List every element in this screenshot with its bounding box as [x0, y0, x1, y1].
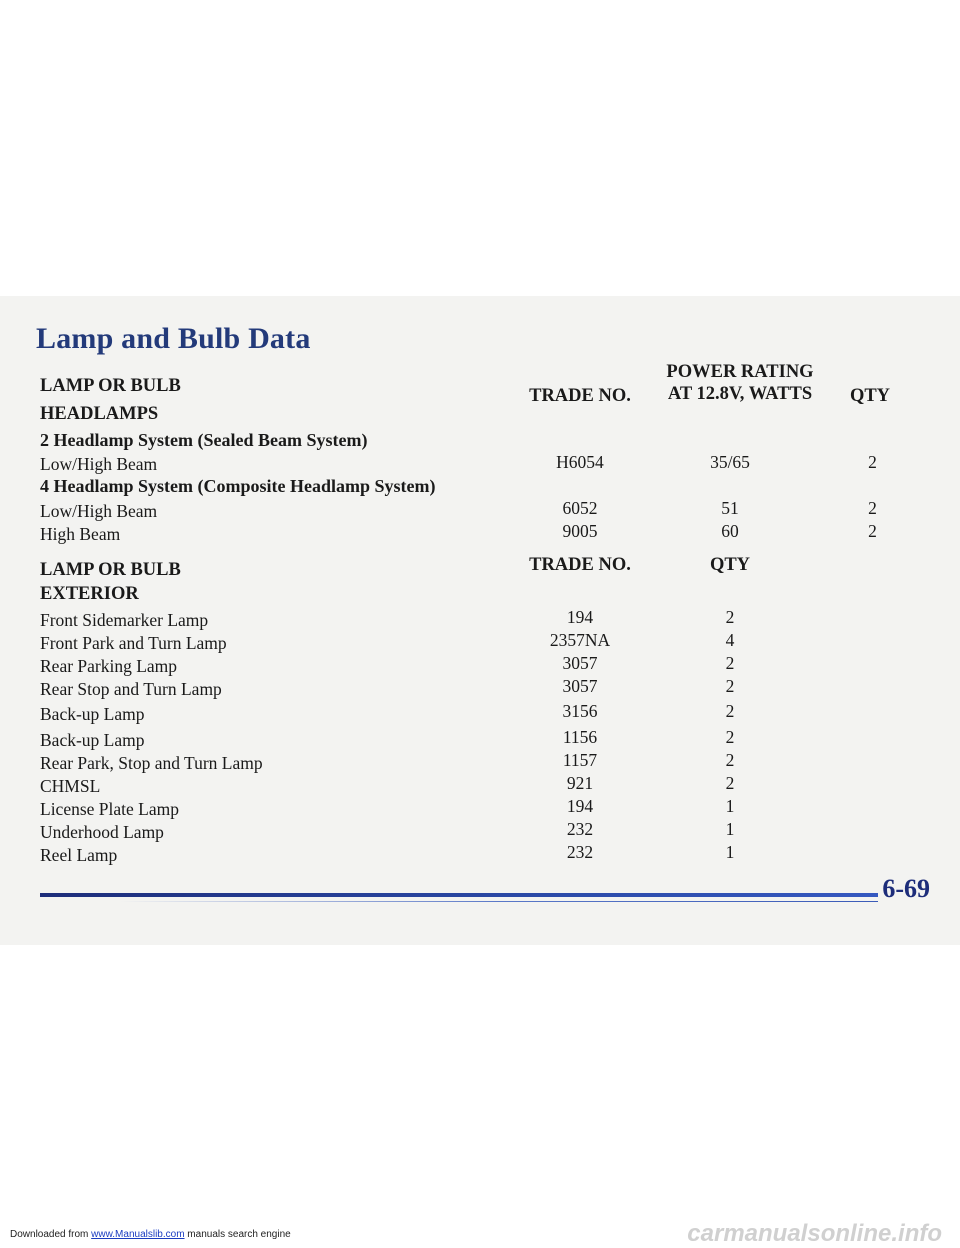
table-row-name: Front Sidemarker Lamp — [40, 610, 209, 630]
footer-rule — [40, 893, 878, 897]
table-row-qty: 2 — [868, 521, 877, 541]
table-row-power: 51 — [721, 498, 739, 518]
table-row-trade: 194 — [566, 607, 594, 627]
table-row-trade: 3057 — [562, 653, 598, 673]
table-row-trade: 2357NA — [549, 630, 611, 650]
table-row-trade: 194 — [566, 796, 594, 816]
page-number: 6-69 — [882, 874, 930, 903]
header-power-rating: POWER RATING — [666, 362, 814, 382]
header-trade-no-2: TRADE NO. — [529, 555, 631, 575]
table-row-trade: 3057 — [562, 676, 598, 696]
header-power-voltage: AT 12.8V, WATTS — [667, 384, 813, 404]
table-row-name: Rear Parking Lamp — [40, 656, 178, 676]
page-title: Lamp and Bulb Data — [36, 322, 311, 355]
table-row-name: Rear Stop and Turn Lamp — [40, 679, 222, 699]
table-row-name: Low/High Beam — [40, 501, 158, 521]
table-row-trade: 9005 — [562, 521, 598, 541]
table-row-trade: 1157 — [562, 750, 598, 770]
watermark-logo: carmanualsonline.info — [687, 1220, 942, 1247]
section-exterior: EXTERIOR — [40, 584, 139, 604]
table-row-qty: 2 — [725, 773, 735, 793]
download-footer — [10, 1229, 291, 1240]
manualslib-link[interactable]: www.Manualslib.com — [91, 1229, 185, 1240]
subheading-4-headlamp-system: 4 Headlamp System (Composite Headlamp System) — [40, 476, 436, 496]
footer-prefix: Downloaded from — [10, 1229, 92, 1240]
footer-suffix: manuals search engine — [184, 1229, 291, 1240]
table-row-qty: 2 — [725, 607, 735, 627]
table-row-name: CHMSL — [40, 776, 101, 796]
table-row-trade: 6052 — [562, 498, 598, 518]
table-row-qty: 1 — [725, 842, 735, 862]
table-row-name: Reel Lamp — [40, 845, 118, 865]
table-row-qty: 2 — [868, 498, 877, 518]
header-qty-2: QTY — [709, 555, 751, 575]
table-row-name: Back-up Lamp — [40, 730, 145, 750]
table-row-trade: H6054 — [556, 452, 604, 472]
header-qty: QTY — [849, 386, 891, 406]
table-row-power: 35/65 — [710, 452, 750, 472]
footer-rule-thin — [120, 901, 878, 902]
table-row-trade: 232 — [566, 842, 594, 862]
table-row-qty: 4 — [725, 630, 735, 650]
table-row-qty: 2 — [725, 676, 735, 696]
header-trade-no: TRADE NO. — [529, 386, 631, 406]
table-row-qty: 2 — [868, 452, 877, 472]
table-row-qty: 1 — [725, 796, 735, 816]
table-row-name: Rear Park, Stop and Turn Lamp — [40, 753, 263, 773]
section-headlamps: HEADLAMPS — [40, 404, 159, 424]
table-row-name: Low/High Beam — [40, 454, 158, 474]
table-row-qty: 2 — [725, 701, 735, 721]
table-row-trade: 232 — [566, 819, 594, 839]
table-row-name: Back-up Lamp — [40, 704, 145, 724]
subheading-2-headlamp-system: 2 Headlamp System (Sealed Beam System) — [40, 430, 368, 450]
header-lamp-or-bulb: LAMP OR BULB — [40, 376, 181, 396]
table-row-trade: 1156 — [562, 727, 598, 747]
table-row-qty: 1 — [725, 819, 735, 839]
table-row-name: License Plate Lamp — [40, 799, 179, 819]
table-row-qty: 2 — [725, 653, 735, 673]
table-row-name: High Beam — [40, 524, 121, 544]
table-row-trade: 921 — [566, 773, 594, 793]
table-row-qty: 2 — [725, 750, 735, 770]
table-row-power: 60 — [721, 521, 739, 541]
table-row-qty: 2 — [725, 727, 735, 747]
header-lamp-or-bulb-2: LAMP OR BULB — [40, 560, 181, 580]
table-row-name: Front Park and Turn Lamp — [40, 633, 227, 653]
table-row-trade: 3156 — [562, 701, 598, 721]
table-row-name: Underhood Lamp — [40, 822, 164, 842]
